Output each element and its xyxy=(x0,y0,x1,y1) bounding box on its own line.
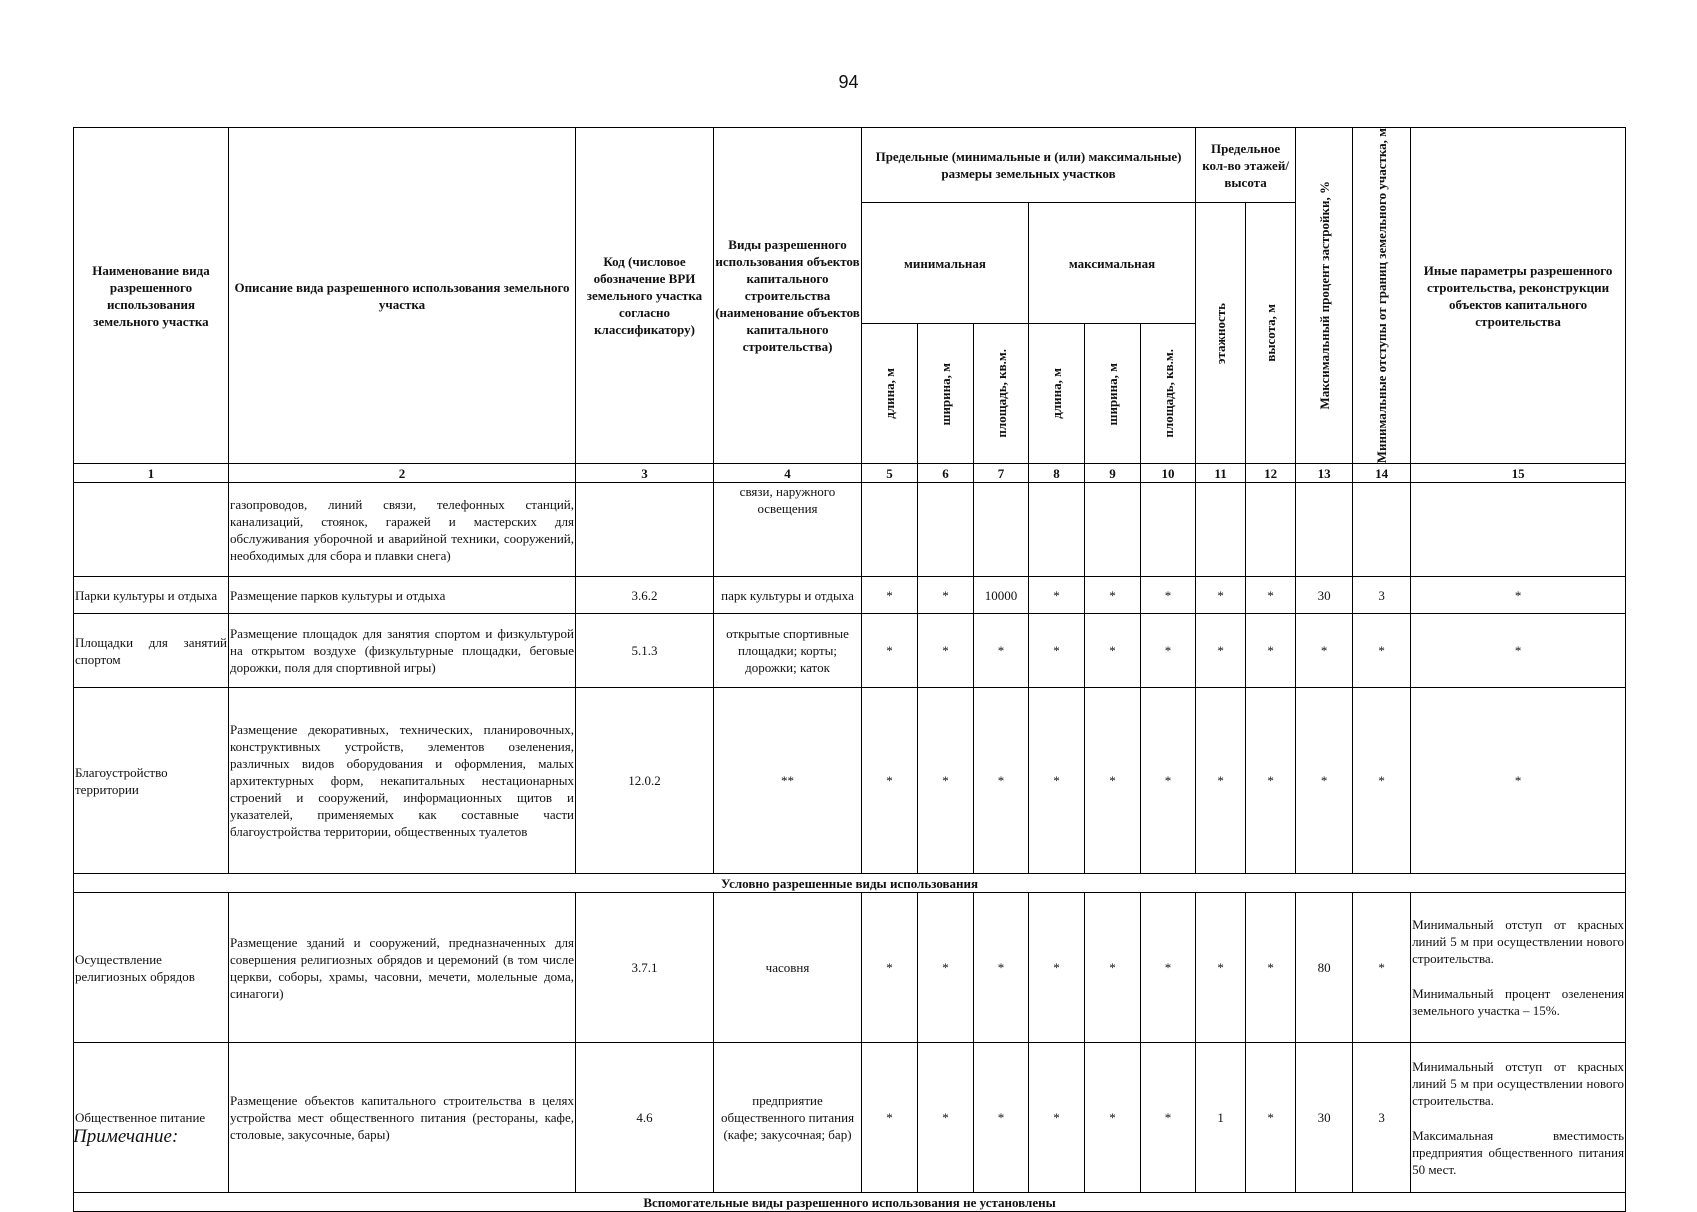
header-max: максимальная xyxy=(1029,203,1196,324)
parameter-value-cell: 30 xyxy=(1296,1043,1353,1193)
parameter-value-cell: * xyxy=(1196,893,1246,1043)
column-number: 5 xyxy=(862,464,918,483)
parameter-value-cell: * xyxy=(918,893,974,1043)
header-max-width: ширина, м xyxy=(1085,324,1141,464)
use-code-cell: 12.0.2 xyxy=(576,688,714,874)
object-kinds-cell: часовня xyxy=(714,893,862,1043)
header-max-length: длина, м xyxy=(1029,324,1085,464)
column-number: 6 xyxy=(918,464,974,483)
use-code-cell: 3.6.2 xyxy=(576,577,714,614)
header-plot-sizes: Предельные (минимальные и (или) максимальные) размеры земельных участков xyxy=(862,128,1196,203)
table-row xyxy=(74,1043,1626,1193)
parameter-value-cell: 10000 xyxy=(974,577,1029,614)
other-params-cell xyxy=(1411,1043,1626,1193)
table-row xyxy=(74,688,1626,874)
parameter-value-cell: * xyxy=(974,614,1029,688)
use-code-cell xyxy=(576,483,714,577)
parameter-value-cell: * xyxy=(1246,1043,1296,1193)
parameter-value-cell: * xyxy=(1353,893,1411,1043)
use-name-cell: Благоустройство территории xyxy=(74,688,229,874)
parameter-value-cell: 1 xyxy=(1196,1043,1246,1193)
column-number: 3 xyxy=(576,464,714,483)
parameter-value-cell: * xyxy=(1296,688,1353,874)
table-row xyxy=(74,614,1626,688)
header-min-area: площадь, кв.м. xyxy=(974,324,1029,464)
object-kinds-cell: связи, наружного освещения xyxy=(714,483,862,577)
other-param-text: Минимальный процент озеленения земельного участка – 15%. xyxy=(1412,986,1625,1019)
parameter-value-cell xyxy=(1085,483,1141,577)
column-number: 7 xyxy=(974,464,1029,483)
use-code-cell: 5.1.3 xyxy=(576,614,714,688)
note-label: Примечание: xyxy=(73,1126,179,1147)
column-number: 15 xyxy=(1411,464,1626,483)
zoning-table xyxy=(73,127,1626,1212)
parameter-value-cell: * xyxy=(1196,577,1246,614)
column-number: 9 xyxy=(1085,464,1141,483)
parameter-value-cell: * xyxy=(1085,1043,1141,1193)
other-params-cell xyxy=(1411,893,1626,1043)
parameter-value-cell: * xyxy=(1296,614,1353,688)
column-number: 13 xyxy=(1296,464,1353,483)
parameter-value-cell: * xyxy=(1085,614,1141,688)
column-number: 2 xyxy=(229,464,576,483)
parameter-value-cell: * xyxy=(1141,614,1196,688)
parameter-value-cell xyxy=(1353,483,1411,577)
header-other-params: Иные параметры разрешенного строительства, реконструкции объектов капитального строительства xyxy=(1411,128,1626,464)
section-auxiliary: Вспомогательные виды разрешенного использования не установлены xyxy=(74,1193,1626,1212)
use-name-cell xyxy=(74,483,229,577)
table-row xyxy=(74,893,1626,1043)
column-number: 1 xyxy=(74,464,229,483)
parameter-value-cell: * xyxy=(862,893,918,1043)
other-param-text: Максимальная вместимость предприятия общественного питания 50 мест. xyxy=(1412,1127,1625,1177)
use-description-cell: Размещение зданий и сооружений, предназначенных для совершения религиозных обрядов и церемоний (в том числе церкви, соборы, храмы, часовни, мечети, молельные дома, синагоги) xyxy=(229,893,576,1043)
parameter-value-cell: * xyxy=(974,893,1029,1043)
use-name-cell: Парки культуры и отдыха xyxy=(74,577,229,614)
header-height: высота, м xyxy=(1246,203,1296,464)
table-row xyxy=(74,577,1626,614)
parameter-value-cell: * xyxy=(1196,614,1246,688)
parameter-value-cell: * xyxy=(1246,577,1296,614)
page-number: 94 xyxy=(838,72,859,92)
use-name-cell: Осуществление религиозных обрядов xyxy=(74,893,229,1043)
header-max-coverage: Максимальный процент застройки, % xyxy=(1296,128,1353,464)
object-kinds-cell: открытые спортивные площадки; корты; дорожки; каток xyxy=(714,614,862,688)
column-number: 8 xyxy=(1029,464,1085,483)
parameter-value-cell: * xyxy=(918,614,974,688)
parameter-value-cell: * xyxy=(918,688,974,874)
parameter-value-cell: * xyxy=(1353,614,1411,688)
parameter-value-cell: * xyxy=(1029,577,1085,614)
parameter-value-cell: * xyxy=(1141,577,1196,614)
parameter-value-cell: * xyxy=(862,577,918,614)
parameter-value-cell: * xyxy=(918,577,974,614)
parameter-value-cell: * xyxy=(1196,688,1246,874)
parameter-value-cell xyxy=(1141,483,1196,577)
parameter-value-cell: * xyxy=(1141,1043,1196,1193)
parameter-value-cell: * xyxy=(1085,893,1141,1043)
parameter-value-cell: 3 xyxy=(1353,1043,1411,1193)
parameter-value-cell: * xyxy=(1246,893,1296,1043)
other-params-cell: * xyxy=(1411,614,1626,688)
header-min: минимальная xyxy=(862,203,1029,324)
use-description-cell: Размещение декоративных, технических, планировочных, конструктивных устройств, элементов озеленения, различных видов оборудования и оформления, малых архитектурных форм, некапитальных нестационарных строений и сооружений, информационных щитов и указателей, применяемых как составные части благоустройства территории, общественных туалетов xyxy=(229,688,576,874)
parameter-value-cell: * xyxy=(1029,688,1085,874)
use-description-cell: Размещение площадок для занятия спортом и физкультурой на открытом воздухе (физкультурные площадки, беговые дорожки, поля для спортивной игры) xyxy=(229,614,576,688)
header-min-setbacks: Минимальные отступы от границ земельного участка, м xyxy=(1353,128,1411,464)
object-kinds-cell: парк культуры и отдыха xyxy=(714,577,862,614)
header-max-area: площадь, кв.м. xyxy=(1141,324,1196,464)
header-min-width: ширина, м xyxy=(918,324,974,464)
parameter-value-cell xyxy=(1196,483,1246,577)
parameter-value-cell: * xyxy=(1141,893,1196,1043)
other-params-cell xyxy=(1411,483,1626,577)
parameter-value-cell: 30 xyxy=(1296,577,1353,614)
parameter-value-cell: * xyxy=(1085,577,1141,614)
header-name: Наименование вида разрешенного использования земельного участка xyxy=(74,128,229,464)
table-row xyxy=(74,483,1626,577)
parameter-value-cell: * xyxy=(1246,614,1296,688)
header-kinds: Виды разрешенного использования объектов капитального строительства (наименование объектов капитального строительства) xyxy=(714,128,862,464)
parameter-value-cell: * xyxy=(862,688,918,874)
parameter-value-cell: 80 xyxy=(1296,893,1353,1043)
column-number: 14 xyxy=(1353,464,1411,483)
object-kinds-cell: ** xyxy=(714,688,862,874)
parameter-value-cell: * xyxy=(974,688,1029,874)
parameter-value-cell: * xyxy=(1353,688,1411,874)
use-description-cell: Размещение объектов капитального строительства в целях устройства мест общественного питания (рестораны, кафе, столовые, закусочные, бары) xyxy=(229,1043,576,1193)
other-param-text: Минимальный отступ от красных линий 5 м при осуществлении нового строительства. xyxy=(1412,917,1625,967)
parameter-value-cell: * xyxy=(974,1043,1029,1193)
header-floors: этажность xyxy=(1196,203,1246,464)
parameter-value-cell: * xyxy=(1029,614,1085,688)
use-name-cell: Площадки для занятий спортом xyxy=(74,614,229,688)
use-code-cell: 4.6 xyxy=(576,1043,714,1193)
other-params-cell: * xyxy=(1411,688,1626,874)
parameter-value-cell xyxy=(862,483,918,577)
parameter-value-cell: * xyxy=(1246,688,1296,874)
column-number-row xyxy=(74,464,1626,483)
header-code: Код (числовое обозначение ВРИ земельного участка согласно классификатору) xyxy=(576,128,714,464)
column-number: 11 xyxy=(1196,464,1246,483)
parameter-value-cell xyxy=(1029,483,1085,577)
parameter-value-cell: * xyxy=(862,614,918,688)
parameter-value-cell: * xyxy=(1029,893,1085,1043)
parameter-value-cell: * xyxy=(862,1043,918,1193)
header-description: Описание вида разрешенного использования земельного участка xyxy=(229,128,576,464)
header-min-length: длина, м xyxy=(862,324,918,464)
section-conditional: Условно разрешенные виды использования xyxy=(74,874,1626,893)
column-number: 4 xyxy=(714,464,862,483)
other-param-text: Минимальный отступ от красных линий 5 м при осуществлении нового строительства. xyxy=(1412,1058,1625,1108)
header-floors-group: Предельное кол-во этажей/ высота xyxy=(1196,128,1296,203)
object-kinds-cell: предприятие общественного питания (кафе; закусочная; бар) xyxy=(714,1043,862,1193)
use-description-cell: газопроводов, линий связи, телефонных станций, канализаций, стоянок, гаражей и мастерских для обслуживания уборочной и аварийной техники, сооружений, необходимых для сбора и плавки снега) xyxy=(229,483,576,577)
parameter-value-cell xyxy=(1246,483,1296,577)
parameter-value-cell: * xyxy=(918,1043,974,1193)
column-number: 12 xyxy=(1246,464,1296,483)
parameter-value-cell: * xyxy=(1141,688,1196,874)
parameter-value-cell xyxy=(1296,483,1353,577)
use-code-cell: 3.7.1 xyxy=(576,893,714,1043)
other-params-cell: * xyxy=(1411,577,1626,614)
use-name-cell: Общественное питание xyxy=(74,1043,229,1193)
use-description-cell: Размещение парков культуры и отдыха xyxy=(229,577,576,614)
parameter-value-cell xyxy=(974,483,1029,577)
parameter-value-cell: * xyxy=(1085,688,1141,874)
parameter-value-cell: * xyxy=(1029,1043,1085,1193)
column-number: 10 xyxy=(1141,464,1196,483)
parameter-value-cell: 3 xyxy=(1353,577,1411,614)
parameter-value-cell xyxy=(918,483,974,577)
